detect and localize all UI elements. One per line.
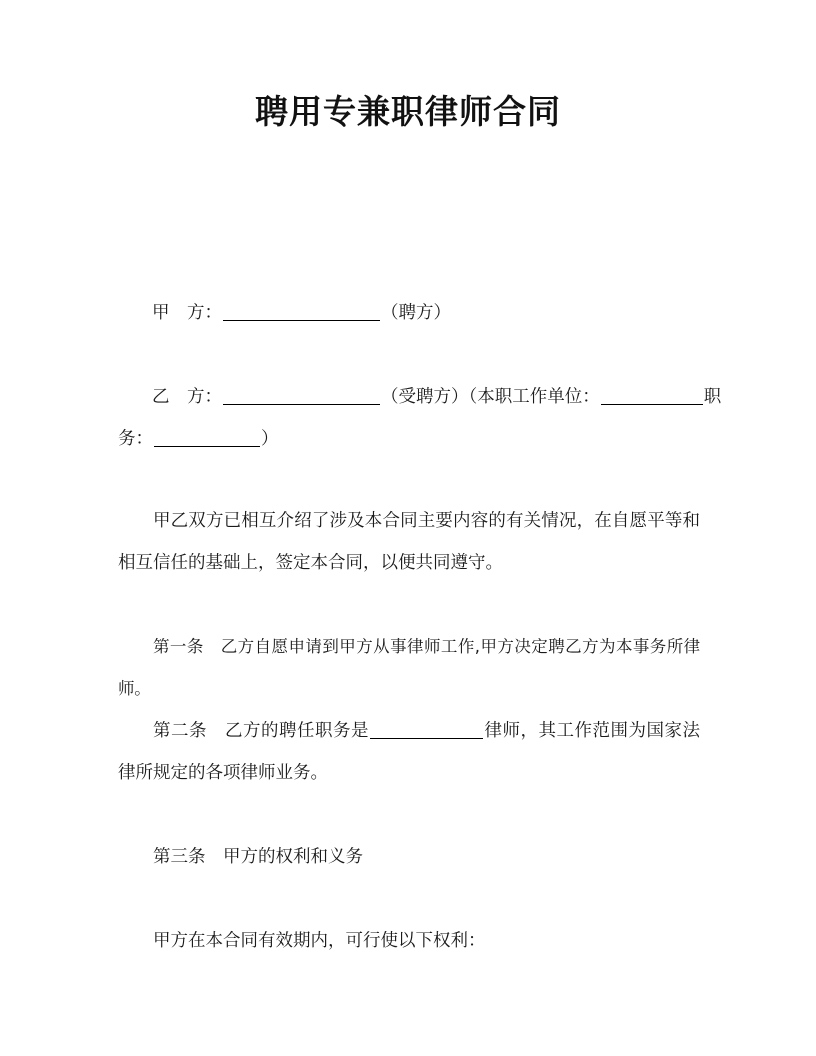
article-3-separator (206, 847, 224, 867)
closing-line: 甲方在本合同有效期内，可行使以下权利： (153, 931, 486, 951)
article-2-separator (207, 721, 225, 741)
party-a-suffix: （聘方） (381, 303, 451, 323)
article-3-text: 甲方的权利和义务 (223, 847, 363, 867)
article-1-separator (204, 637, 221, 656)
article-2 (118, 710, 700, 794)
party-b-position-blank[interactable] (154, 429, 260, 447)
party-b-suffix: （受聘方）（本职工作单位： (381, 387, 600, 407)
article-2-text-before-blank: 乙方的聘任职务是 (225, 721, 369, 741)
article-1-number: 第一条 (153, 637, 204, 656)
article-2-position-blank[interactable] (370, 721, 483, 739)
party-a-blank[interactable] (223, 303, 380, 321)
page-title: 聘用专兼职律师合同 (255, 92, 561, 131)
party-a-line (152, 292, 451, 334)
article-2-number: 第二条 (153, 721, 207, 741)
party-b-line (152, 376, 721, 418)
article-1 (118, 626, 700, 710)
article-3-number: 第三条 (153, 847, 206, 867)
article-3 (118, 836, 700, 878)
preamble-paragraph: 甲乙双方已相互介绍了涉及本合同主要内容的有关情况，在自愿平等和相互信任的基础上，签定本合同，以便共同遵守。 (118, 511, 700, 573)
party-b-position-close-paren: ） (261, 429, 279, 449)
party-b-label: 乙 方： (152, 387, 222, 407)
article-2-text-after-blank: 律师，其工作范围为国家法律所规定的各项律师业务。 (118, 721, 700, 783)
party-b-suffix-tail: 职 (703, 387, 722, 407)
party-a-label: 甲 方： (152, 303, 222, 323)
party-b-workunit-blank[interactable] (601, 387, 703, 405)
article-1-text: 乙方自愿申请到甲方从事律师工作,甲方决定聘乙方为本事务所律师。 (118, 637, 700, 698)
party-b-position-line (118, 418, 279, 460)
party-b-blank[interactable] (223, 387, 380, 405)
party-b-position-label: 务： (118, 429, 153, 449)
